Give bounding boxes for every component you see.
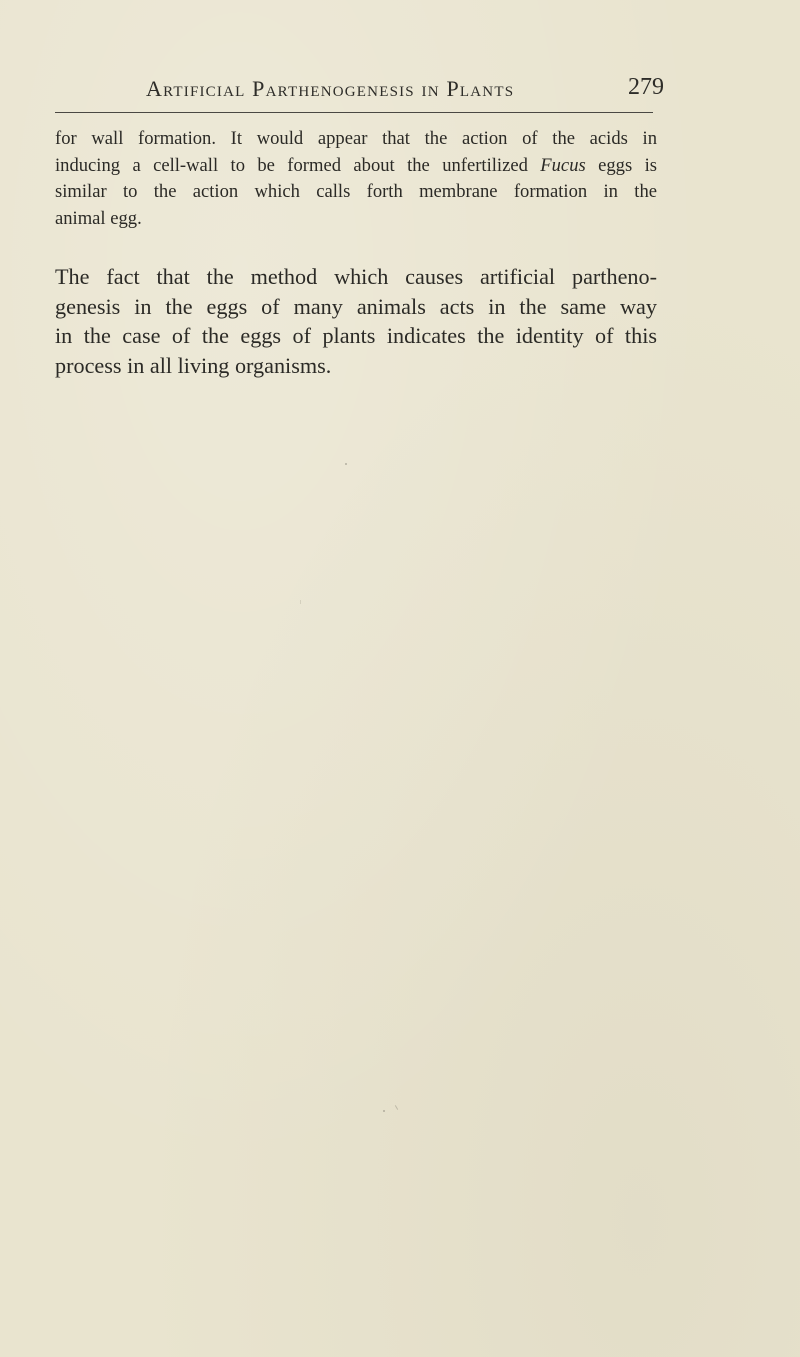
page-number: 279 <box>628 74 664 100</box>
running-head <box>146 74 664 110</box>
paragraph-2-line-2: genesis in the eggs of many animals acts in the same way <box>55 293 657 319</box>
paragraph-1 <box>55 126 657 232</box>
paragraph-2-line-3: in the case of the eggs of plants indicates the identity of this <box>55 323 657 348</box>
paragraph-2-line-1: The fact that the method which causes artificial partheno- <box>55 264 657 289</box>
paragraph-1-line-3: similar to the action which calls forth membrane formation in the <box>55 181 657 203</box>
running-head-title: Artificial Parthenogenesis in Plants <box>146 76 515 101</box>
paper-speck <box>345 463 347 465</box>
paragraph-2-line-4: process in all living organisms. <box>55 352 332 378</box>
paper-speck <box>300 600 301 604</box>
paragraph-2 <box>55 262 657 380</box>
paper-speck <box>395 1105 398 1110</box>
paragraph-1-line-1: for wall formation. It would appear that the action of the acids in <box>55 128 657 149</box>
paragraph-1-line-2: inducing a cell-wall to be formed about the unfertilized Fucus eggs is <box>55 154 657 176</box>
header-rule <box>55 112 653 113</box>
paragraph-1-line-4: animal egg. <box>55 207 142 229</box>
paper-speck <box>383 1110 385 1112</box>
species-name-fucus: Fucus <box>540 154 586 176</box>
